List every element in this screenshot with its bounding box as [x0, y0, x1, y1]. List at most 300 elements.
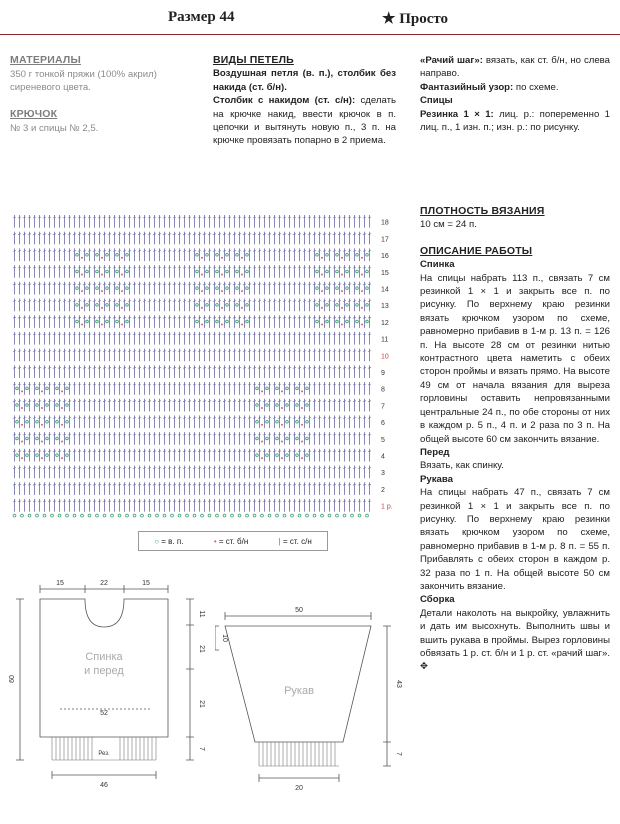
row-label: 17 — [381, 236, 389, 244]
chain-stitch — [86, 253, 89, 256]
chain-stitch — [66, 437, 69, 440]
base-chain-stitch — [351, 514, 354, 517]
chain-stitch — [236, 304, 239, 307]
chart-row-labels — [381, 220, 393, 511]
base-chain-stitch — [231, 514, 234, 517]
sc-stitch — [361, 307, 363, 309]
base-chain-stitch — [328, 514, 331, 517]
chain-stitch — [306, 437, 309, 440]
sc-stitch — [201, 257, 203, 259]
chain-stitch — [366, 320, 369, 323]
row-label: 15 — [381, 269, 389, 277]
chain-stitch — [66, 420, 69, 423]
chain-stitch — [76, 320, 79, 323]
sc-stitch — [41, 440, 43, 442]
chain-stitch — [26, 387, 29, 390]
chain-stitch — [246, 287, 249, 290]
chain-stitch — [236, 253, 239, 256]
sc-stitch — [361, 273, 363, 275]
chain-stitch — [46, 420, 49, 423]
chain-stitch — [286, 420, 289, 423]
chain-stitch — [206, 253, 209, 256]
sc-stitch — [101, 273, 103, 275]
sc-stitch — [41, 407, 43, 409]
back-title: Спинка — [420, 259, 455, 271]
page-header — [0, 0, 620, 35]
chain-stitch — [216, 253, 219, 256]
stitches-section-cont — [420, 54, 610, 134]
sc-stitch — [241, 324, 243, 326]
base-chain-stitch — [201, 514, 204, 517]
stitch-chain-sc: Воздушная петля (в. п.), столбик без накида (ст. б/н). — [213, 68, 396, 93]
chain-stitch — [296, 404, 299, 407]
base-chain-stitch — [171, 514, 174, 517]
base-chain-stitch — [276, 514, 279, 517]
stitch-crab: «Рачий шаг»: вязать, как ст. б/н, но слева направо. — [420, 55, 611, 80]
sc-stitch — [221, 290, 223, 292]
base-chain-stitch — [238, 514, 241, 517]
sc-stitch — [61, 440, 63, 442]
sc-stitch — [21, 424, 23, 426]
sc-stitch — [281, 390, 283, 392]
chain-stitch — [336, 270, 339, 273]
chain-stitch — [276, 454, 279, 457]
chain-stitch — [56, 437, 59, 440]
sc-stitch — [241, 273, 243, 275]
chain-stitch — [306, 420, 309, 423]
chain-stitch — [276, 404, 279, 407]
chain-stitch — [56, 404, 59, 407]
chain-stitch — [126, 304, 129, 307]
chart-legend — [138, 531, 328, 551]
chain-stitch — [196, 320, 199, 323]
chain-stitch — [266, 387, 269, 390]
sc-stitch — [221, 307, 223, 309]
sc-stitch — [101, 257, 103, 259]
sc-stitch — [281, 457, 283, 459]
base-chain-stitch — [358, 514, 361, 517]
chain-stitch — [26, 404, 29, 407]
sc-stitch — [201, 307, 203, 309]
chain-stitch — [316, 253, 319, 256]
assembly-title: Сборка — [420, 594, 455, 606]
chain-stitch — [226, 270, 229, 273]
base-chain-stitch — [36, 514, 39, 517]
hook-title: КРЮЧОК — [10, 108, 58, 120]
base-chain-stitch — [58, 514, 61, 517]
chain-stitch — [316, 270, 319, 273]
sc-stitch — [81, 273, 83, 275]
base-chain-stitch — [186, 514, 189, 517]
chain-stitch — [106, 287, 109, 290]
chain-stitch — [56, 454, 59, 457]
sc-stitch — [261, 390, 263, 392]
chain-stitch — [16, 404, 19, 407]
base-chain-stitch — [111, 514, 114, 517]
base-chain-stitch — [321, 514, 324, 517]
sc-stitch — [81, 257, 83, 259]
base-chain-stitch — [283, 514, 286, 517]
sc-stitch — [121, 257, 123, 259]
sleeves-text: На спицы набрать 47 п., связать 7 см резинкой 1 × 1 и закрыть все п. по рисунку. По верхнему краю резинки вязать крючком узором по схеме, равномерно прибавив в 1-м р. 8 п. = 55 п. Прибавлять с обеих сторон в каждом р. 32 раза по 1 п. На общей высоте 50 см закончить вязание. — [420, 487, 610, 592]
row-label: 18 — [381, 219, 389, 227]
sc-stitch — [361, 290, 363, 292]
chain-stitch — [356, 304, 359, 307]
row-label: 7 — [381, 403, 385, 411]
chain-stitch — [76, 287, 79, 290]
body-label-line2: и перед — [84, 665, 124, 677]
chain-stitch — [346, 253, 349, 256]
row-label: 8 — [381, 386, 385, 394]
base-chain-stitch — [343, 514, 346, 517]
sc-stitch — [81, 290, 83, 292]
chain-stitch — [366, 270, 369, 273]
chain-stitch — [256, 437, 259, 440]
chain-stitch — [286, 454, 289, 457]
chain-stitch — [196, 253, 199, 256]
chain-stitch — [296, 437, 299, 440]
chain-stitch — [226, 320, 229, 323]
chain-stitch — [366, 253, 369, 256]
chain-stitch — [76, 270, 79, 273]
chain-stitch — [86, 287, 89, 290]
chain-stitch — [66, 404, 69, 407]
dim-inner-width: 52 — [100, 710, 108, 717]
chain-stitch — [86, 304, 89, 307]
spokes-title: Спицы — [420, 95, 453, 107]
chain-stitch — [266, 454, 269, 457]
sc-stitch — [101, 307, 103, 309]
dim-bottom-width: 46 — [100, 782, 108, 789]
chain-stitch — [296, 420, 299, 423]
chain-stitch — [126, 270, 129, 273]
base-chain-stitch — [21, 514, 24, 517]
sc-stitch — [201, 273, 203, 275]
row-label: 6 — [381, 420, 385, 428]
chain-stitch — [326, 287, 329, 290]
chain-stitch — [196, 270, 199, 273]
chain-stitch — [306, 404, 309, 407]
base-chain-stitch — [73, 514, 76, 517]
row-label: 2 — [381, 486, 385, 494]
dim-top-left: 15 — [56, 580, 64, 587]
body-rib-label: Рез. — [98, 751, 110, 757]
legend-chain: ○ = в. п. — [154, 536, 184, 546]
sc-stitch — [221, 324, 223, 326]
star-icon: ★ — [382, 11, 396, 27]
base-chain-stitch — [246, 514, 249, 517]
chain-stitch — [276, 420, 279, 423]
chain-stitch — [316, 287, 319, 290]
base-chain-stitch — [261, 514, 264, 517]
sc-stitch — [41, 457, 43, 459]
sc-stitch — [61, 457, 63, 459]
chain-stitch — [206, 270, 209, 273]
chain-stitch — [76, 304, 79, 307]
sc-stitch — [21, 440, 23, 442]
row-label: 1 р. — [381, 503, 393, 511]
row-label: 3 — [381, 470, 385, 478]
chain-stitch — [86, 320, 89, 323]
description-column — [420, 205, 610, 674]
chain-stitch — [96, 287, 99, 290]
chain-stitch — [126, 253, 129, 256]
materials-title: МАТЕРИАЛЫ — [10, 54, 81, 66]
chain-stitch — [46, 454, 49, 457]
chain-stitch — [326, 253, 329, 256]
sc-stitch — [281, 407, 283, 409]
sc-stitch — [341, 324, 343, 326]
chain-stitch — [246, 270, 249, 273]
chain-stitch — [256, 404, 259, 407]
dim-top-right: 15 — [142, 580, 150, 587]
chain-stitch — [256, 454, 259, 457]
chain-stitch — [196, 287, 199, 290]
chain-stitch — [296, 387, 299, 390]
sc-stitch — [21, 390, 23, 392]
front-title: Перед — [420, 446, 450, 458]
chain-stitch — [216, 304, 219, 307]
chain-stitch — [46, 404, 49, 407]
gauge-text: 10 см = 24 п. — [420, 219, 477, 231]
chain-stitch — [246, 304, 249, 307]
base-chain-stitch — [193, 514, 196, 517]
chain-stitch — [356, 320, 359, 323]
sc-stitch — [221, 257, 223, 259]
chain-stitch — [346, 270, 349, 273]
chain-stitch — [276, 437, 279, 440]
base-chain-stitch — [223, 514, 226, 517]
chain-stitch — [196, 304, 199, 307]
chain-stitch — [76, 253, 79, 256]
base-chain-stitch — [291, 514, 294, 517]
base-chain-stitch — [313, 514, 316, 517]
sc-stitch — [221, 273, 223, 275]
chain-stitch — [326, 320, 329, 323]
dim-total-height: 60 — [9, 675, 16, 683]
chain-stitch — [236, 270, 239, 273]
stitch-dc: Столбик с накидом (ст. с/н): сделать на крючке накид, ввести крючок в п. цепочки и вытянуть новую п., 3 п. на крючке провязать попарно в 2 приема. — [213, 95, 397, 147]
sc-stitch — [281, 440, 283, 442]
body-label-line1: Спинка — [85, 651, 123, 663]
chain-stitch — [366, 287, 369, 290]
dim-top-center: 22 — [100, 580, 108, 587]
base-chain-stitch — [88, 514, 91, 517]
chain-stitch — [236, 287, 239, 290]
sc-stitch — [341, 307, 343, 309]
sc-stitch — [341, 257, 343, 259]
stitches-section — [213, 54, 396, 148]
description-title: ОПИСАНИЕ РАБОТЫ — [420, 244, 533, 257]
chain-stitch — [206, 287, 209, 290]
sleeve-dim-bottom: 20 — [295, 785, 303, 792]
size-label: Размер 44 — [168, 9, 235, 25]
chain-stitch — [256, 387, 259, 390]
chain-stitch — [286, 387, 289, 390]
chain-stitch — [306, 454, 309, 457]
chain-stitch — [116, 270, 119, 273]
chain-stitch — [26, 437, 29, 440]
sc-stitch — [261, 457, 263, 459]
base-chain-stitch — [366, 514, 369, 517]
legend-sc: • = ст. б/н — [213, 536, 249, 546]
hook-text: № 3 и спицы № 2,5. — [10, 123, 99, 134]
sc-stitch — [341, 290, 343, 292]
chain-stitch — [26, 454, 29, 457]
sc-stitch — [261, 440, 263, 442]
base-chain-stitch — [66, 514, 69, 517]
chain-stitch — [336, 253, 339, 256]
chain-stitch — [106, 320, 109, 323]
sc-stitch — [301, 440, 303, 442]
sc-stitch — [81, 324, 83, 326]
sleeve-dim-h-7: 7 — [395, 752, 402, 756]
chain-stitch — [366, 304, 369, 307]
row-label: 4 — [381, 453, 385, 461]
chain-stitch — [336, 287, 339, 290]
sc-stitch — [21, 457, 23, 459]
chain-stitch — [256, 420, 259, 423]
sc-stitch — [41, 390, 43, 392]
chain-stitch — [216, 287, 219, 290]
base-chain-stitch — [268, 514, 271, 517]
chain-stitch — [206, 320, 209, 323]
sc-stitch — [261, 424, 263, 426]
sc-stitch — [61, 390, 63, 392]
chain-stitch — [16, 387, 19, 390]
materials-text: 350 г тонкой пряжи (100% акрил) сиреневого цвета. — [10, 69, 157, 93]
chain-stitch — [96, 270, 99, 273]
chain-stitch — [86, 270, 89, 273]
chain-stitch — [226, 287, 229, 290]
sc-stitch — [241, 307, 243, 309]
sc-stitch — [321, 290, 323, 292]
base-chain-stitch — [28, 514, 31, 517]
chain-stitch — [66, 387, 69, 390]
chain-stitch — [226, 304, 229, 307]
chain-stitch — [36, 437, 39, 440]
sleeves-title: Рукава — [420, 473, 453, 485]
dim-h-11: 11 — [198, 610, 205, 618]
chain-stitch — [356, 287, 359, 290]
chain-stitch — [246, 320, 249, 323]
sleeve-dim-h-43: 43 — [395, 680, 402, 688]
sc-stitch — [81, 307, 83, 309]
sc-stitch — [61, 424, 63, 426]
sc-stitch — [321, 307, 323, 309]
sc-stitch — [121, 324, 123, 326]
dim-h-21b: 21 — [198, 700, 205, 708]
base-chain-stitch — [13, 514, 16, 517]
materials-section — [10, 54, 200, 135]
base-chain-stitch — [118, 514, 121, 517]
crochet-chart — [0, 205, 410, 525]
chain-stitch — [266, 437, 269, 440]
base-chain-stitch — [103, 514, 106, 517]
sleeve-dim-top: 50 — [295, 607, 303, 614]
chain-stitch — [356, 253, 359, 256]
chain-stitch — [56, 387, 59, 390]
sc-stitch — [321, 257, 323, 259]
stitch-rib: Резинка 1 × 1: лиц. р.: попеременно 1 лиц. п., 1 изн. п.; изн. р.: по рисунку. — [420, 108, 610, 134]
chain-stitch — [16, 437, 19, 440]
chain-stitch — [216, 270, 219, 273]
dim-h-7: 7 — [198, 747, 205, 751]
chain-stitch — [356, 270, 359, 273]
chain-stitch — [16, 454, 19, 457]
sc-stitch — [201, 290, 203, 292]
chain-stitch — [286, 404, 289, 407]
chain-stitch — [46, 437, 49, 440]
base-chain-stitch — [141, 514, 144, 517]
chain-stitch — [36, 387, 39, 390]
sc-stitch — [121, 307, 123, 309]
chain-stitch — [36, 404, 39, 407]
chain-stitch — [126, 320, 129, 323]
row-label: 16 — [381, 253, 389, 261]
row-label: 5 — [381, 436, 385, 444]
sc-stitch — [241, 290, 243, 292]
chain-stitch — [56, 420, 59, 423]
chain-stitch — [116, 304, 119, 307]
chain-stitch — [116, 320, 119, 323]
chain-stitch — [106, 304, 109, 307]
back-text: На спицы набрать 113 п., связать 7 см резинкой 1 × 1 и закрыть все п. по рисунку. По верхнему краю резинки вязать крючком узором по схеме, равномерно прибавив в 1-м р. 13 п. = 126 п. На высоте 28 см от резинки нитью контрастного цвета наметить с обеих сторон проймы и вязать прямо. На высоте 49 см от начала вязания для выреза горловины оставить непровязанными центральные 24 п., по обе стороны от них в каждом р. 5 п., 4 п. и 2 раза по 3 п. На общей высоте 60 см закончить вязание. — [420, 272, 610, 445]
chain-stitch — [106, 270, 109, 273]
chain-stitch — [126, 287, 129, 290]
sc-stitch — [341, 273, 343, 275]
sc-stitch — [61, 407, 63, 409]
chain-stitch — [336, 304, 339, 307]
chain-stitch — [266, 420, 269, 423]
assembly-text: Детали наколоть на выкройку, увлажнить и дать им высохнуть. Выполнить швы и вшить рукава в проймы. Вырез горловины обвязать 1 р. ст. б/н и 1 р. ст. «рачий шаг». ✥ — [420, 607, 610, 673]
stitch-fancy: Фантазийный узор: по схеме. — [420, 81, 559, 93]
chain-stitch — [306, 387, 309, 390]
base-chain-stitch — [96, 514, 99, 517]
chain-stitch — [346, 304, 349, 307]
sleeve-schematic — [215, 600, 410, 795]
sleeve-ribbing — [259, 742, 339, 766]
row-label: 12 — [381, 319, 389, 327]
base-chain-stitch — [208, 514, 211, 517]
chain-stitch — [326, 304, 329, 307]
chain-stitch — [296, 454, 299, 457]
row-label: 13 — [381, 303, 389, 311]
chain-stitch — [116, 287, 119, 290]
chain-stitch — [346, 287, 349, 290]
chain-stitch — [266, 404, 269, 407]
sc-stitch — [301, 390, 303, 392]
sc-stitch — [21, 407, 23, 409]
sleeve-dim-h-10: 10 — [221, 634, 228, 642]
chain-stitch — [36, 454, 39, 457]
chain-stitch — [286, 437, 289, 440]
sc-stitch — [201, 324, 203, 326]
row-label: 9 — [381, 370, 385, 377]
base-chain-stitch — [148, 514, 151, 517]
row-label: 14 — [381, 286, 389, 294]
sc-stitch — [301, 457, 303, 459]
body-schematic — [0, 565, 215, 795]
front-text: Вязать, как спинку. — [420, 460, 504, 472]
row-label: 11 — [381, 336, 389, 344]
base-chain-stitch — [156, 514, 159, 517]
chain-stitch — [16, 420, 19, 423]
chain-stitch — [216, 320, 219, 323]
chain-stitch — [226, 253, 229, 256]
base-chain-stitch — [43, 514, 46, 517]
chain-stitch — [96, 253, 99, 256]
